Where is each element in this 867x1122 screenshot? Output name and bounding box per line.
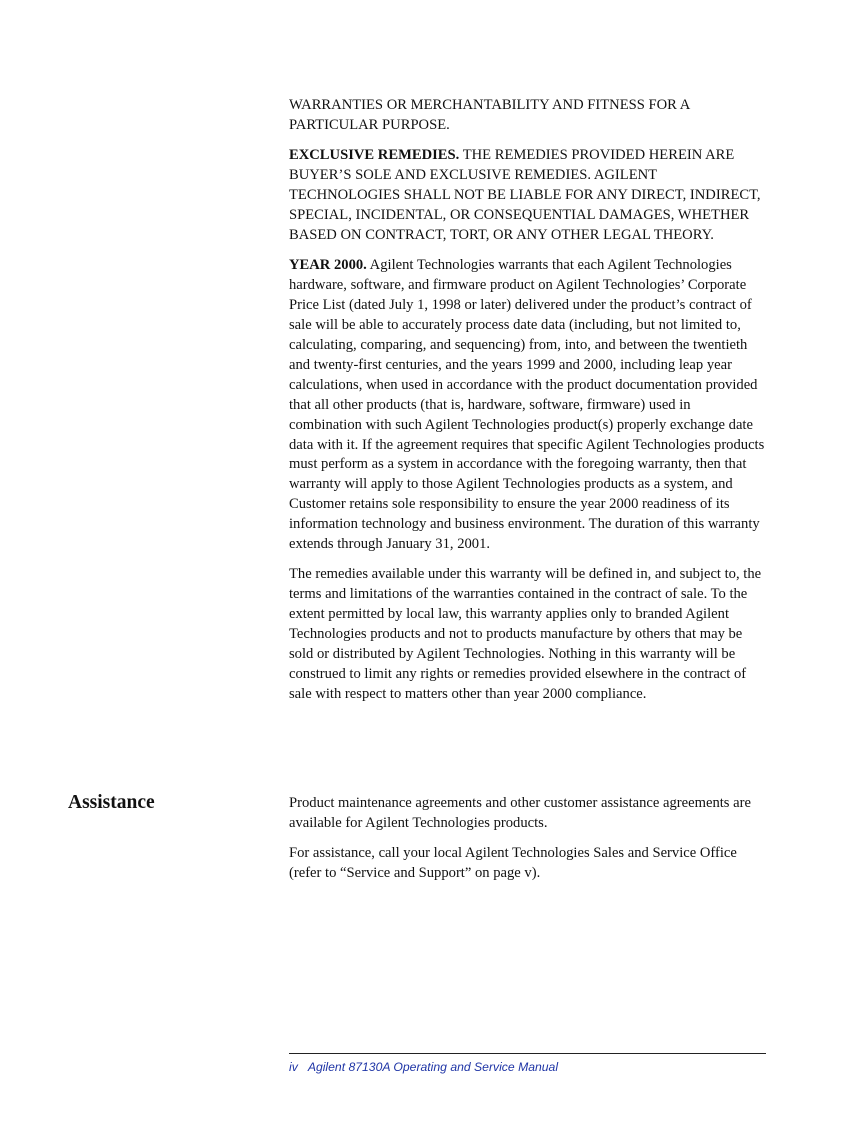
- assistance-paragraph-agreements: Product maintenance agreements and other customer assistance agreements are available for Agilent Technologies products.: [289, 795, 751, 831]
- year-2000-text: Agilent Technologies warrants that each Agilent Technologies hardware, software, and firmware product on Agilent Technologies’ Corporate Price List (dated July 1, 1998 or later) delivered under the product’s contract of sale will be able to accurately process date data (including, but not limited to, calculating, comparing, and sequencing) from, into, and between the twentieth and twenty-first centuries, and the years 1999 and 2000, including leap year calculations, when used in accordance with the product documentation provided that all other products (that is, hardware, software, firmware) used in combination with such Agilent Technologies product(s) properly exchange date data with it. If the agreement requires that specific Agilent Technologies products must perform as a system in accordance with the foregoing warranty, then that warranty will apply to those Agilent Technologies products as a system, and Customer retains sole responsibility to ensure the year 2000 readiness of its information technology and business environment. The duration of this warranty extends through January 31, 2001.: [289, 257, 765, 553]
- exclusive-remedies-paragraph: [289, 146, 767, 246]
- assistance-section: [289, 794, 767, 895]
- warranty-intro-paragraph: WARRANTIES OR MERCHANTABILITY AND FITNESS FOR A PARTICULAR PURPOSE.: [289, 97, 690, 133]
- remedies-paragraph: The remedies available under this warranty will be defined in, and subject to, the terms and limitations of the warranties contained in the contract of sale. To the extent permitted by local law, this warranty applies only to branded Agilent Technologies products and not to products manufacture by others that may be sold or distributed by Agilent Technologies. Nothing in this warranty will be construed to limit any rights or remedies provided elsewhere in the contract of sale with respect to matters other than year 2000 compliance.: [289, 566, 762, 702]
- year-2000-heading: YEAR 2000.: [289, 257, 367, 274]
- assistance-paragraph-contact: For assistance, call your local Agilent Technologies Sales and Service Office (refer to “Service and Support” on page v).: [289, 845, 737, 882]
- exclusive-remedies-text: THE REMEDIES PROVIDED HEREIN ARE BUYER’S SOLE AND EXCLUSIVE REMEDIES. AGILENT TECHNOLOGIES SHALL NOT BE LIABLE FOR ANY DIRECT, INDIRECT, SPECIAL, INCIDENTAL, OR CONSEQUENTIAL DAMAGES, WHETHER BASED ON CONTRACT, TORT, OR ANY OTHER LEGAL THEORY.: [289, 147, 761, 243]
- footer-divider: [289, 1053, 766, 1054]
- warranty-section: [289, 96, 767, 715]
- manual-title: Agilent 87130A Operating and Service Manual: [307, 1060, 559, 1074]
- year-2000-paragraph: [289, 256, 767, 555]
- exclusive-remedies-heading: EXCLUSIVE REMEDIES.: [289, 147, 460, 164]
- page-number: iv: [289, 1060, 298, 1074]
- page-footer: [289, 1059, 558, 1075]
- assistance-heading: Assistance: [68, 792, 155, 813]
